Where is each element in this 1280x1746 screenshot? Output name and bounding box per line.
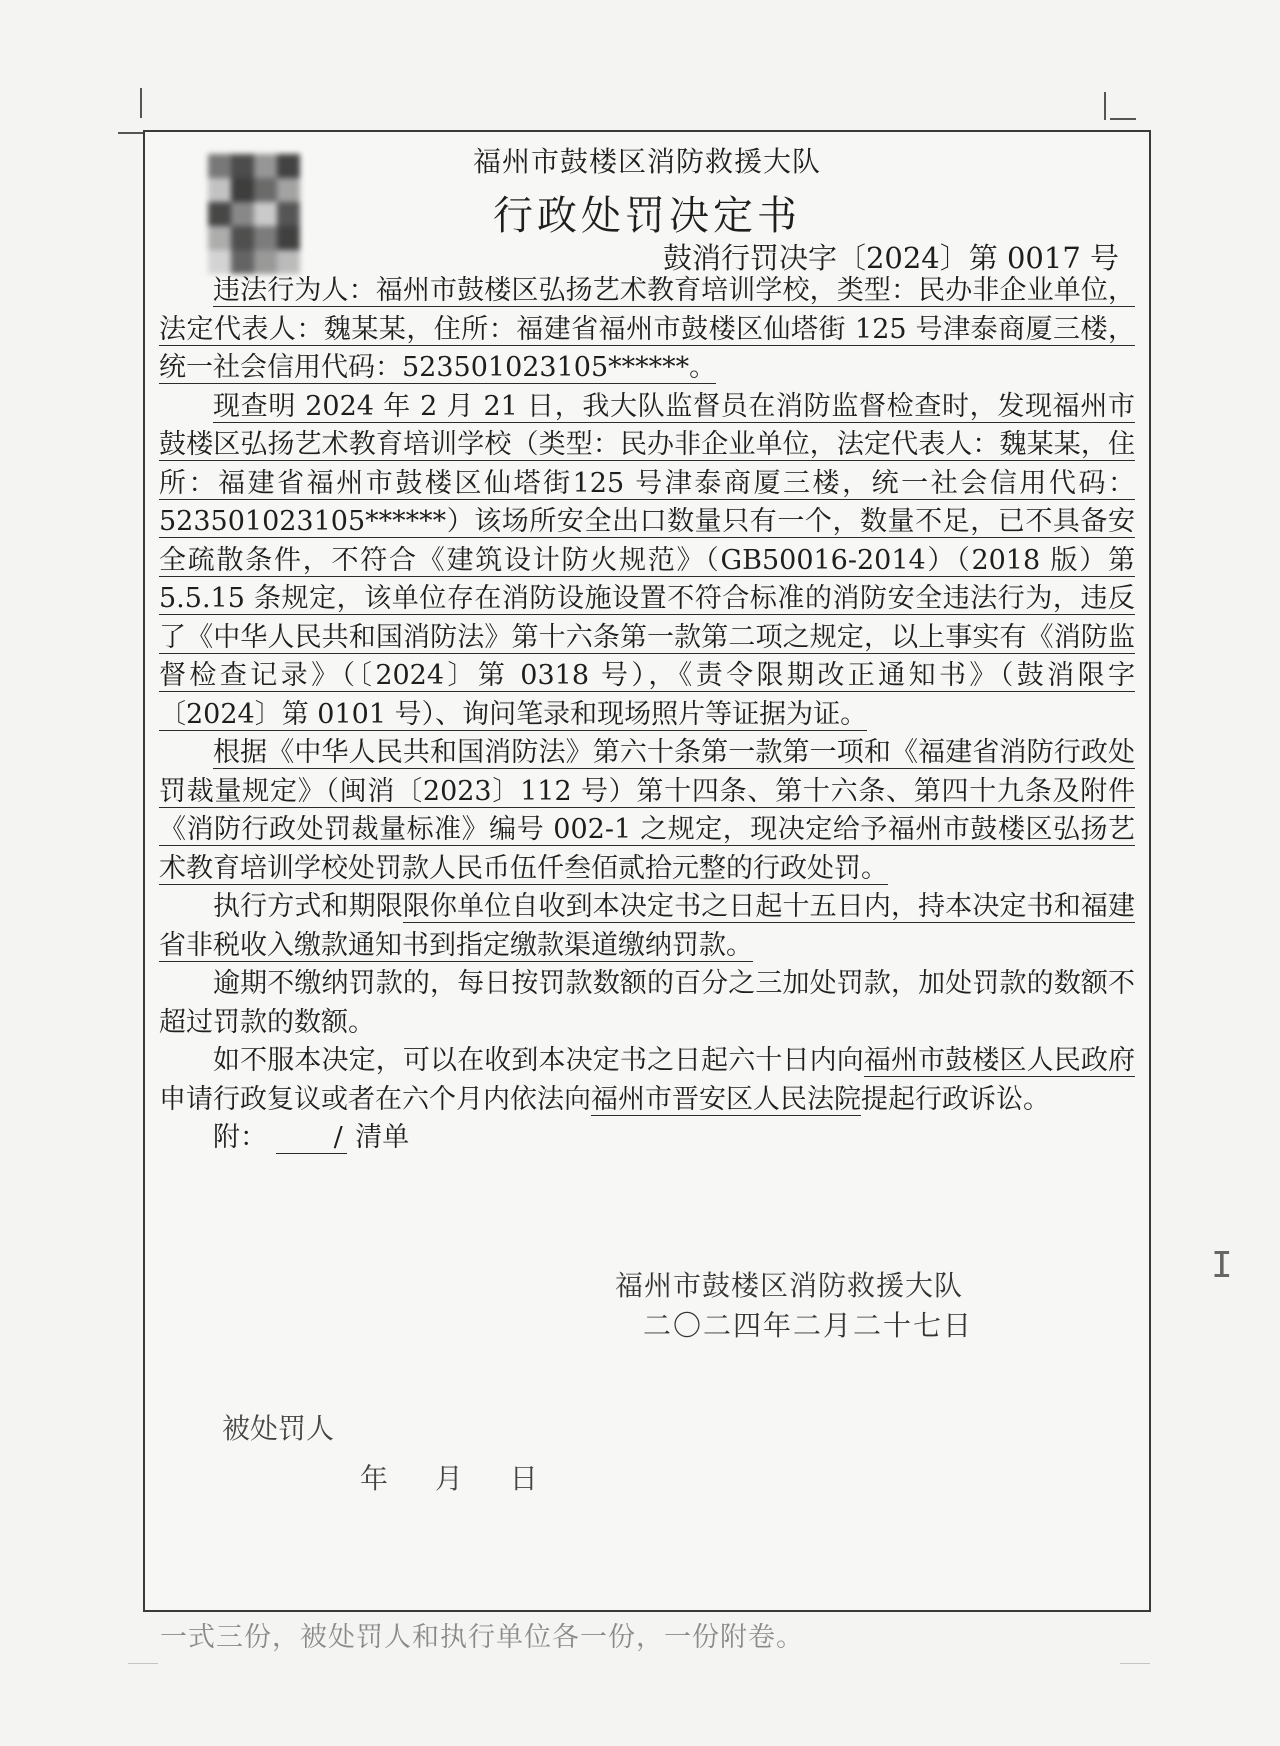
crop-mark-top-left xyxy=(140,88,142,118)
qr-cell xyxy=(231,250,254,274)
crop-mark-bottom-left xyxy=(128,1663,158,1664)
qr-cell xyxy=(277,250,300,274)
signature-organization: 福州市鼓楼区消防救援大队 xyxy=(615,1269,964,1302)
recipient-label: 被处罚人 xyxy=(222,1412,335,1445)
agency-title: 福州市鼓楼区消防救援大队 xyxy=(472,145,821,178)
qr-cell xyxy=(208,250,231,274)
attachment-line: 附： / 清单 xyxy=(213,1122,410,1153)
paragraph-late-penalty: 逾期不缴纳罚款的，每日按罚款数额的百分之三加处罚款，加处罚款的数额不超过罚款的数额。 xyxy=(159,968,1135,1038)
footer-note: 一式三份，被处罚人和执行单位各一份，一份附卷。 xyxy=(160,1622,804,1653)
crop-mark-top-right xyxy=(1104,92,1106,120)
paragraph-appeal: 如不服本决定，可以在收到本决定书之日起六十日内向福州市鼓楼区人民政府申请行政复议或者在六个月内依法向福州市晋安区人民法院提起行政诉讼。 xyxy=(159,1045,1136,1115)
crop-mark-top-left-h xyxy=(118,132,146,134)
crop-mark-top-right-h xyxy=(1110,118,1136,120)
text-cursor-icon: I xyxy=(1211,1245,1233,1286)
crop-mark-bottom-right xyxy=(1120,1663,1150,1664)
recipient-date: 年 月 日 xyxy=(360,1462,538,1495)
signature-date: 二〇二四年二月二十七日 xyxy=(643,1309,974,1342)
document-body xyxy=(159,272,1135,1158)
document-number: 鼓消行罚决字〔2024〕第 0017 号 xyxy=(662,241,1119,275)
paragraph-decision: 根据《中华人民共和国消防法》第六十条第一款第一项和《福建省消防行政处罚裁量规定》（闽消〔2023〕112 号）第十四条、第十六条、第四十九条及附件《消防行政处罚裁量标准》编号 002-1 之规定，现决定给予福州市鼓楼区弘扬艺术教育培训学校处罚款人民币伍仟叁佰贰拾元整的行政处罚。 xyxy=(159,737,1135,884)
attachment-blank: / xyxy=(276,1123,347,1154)
document-title: 行政处罚决定书 xyxy=(493,193,801,239)
paragraph-findings: 现查明 2024 年 2 月 21 日，我大队监督员在消防监督检查时，发现福州市鼓楼区弘扬艺术教育培训学校（类型：民办非企业单位，法定代表人：魏某某，住所：福建省福州市鼓楼区仙塔街125 号津泰商厦三楼，统一社会信用代码：523501023105******）该场所安全出口数量只有一个，数量不足，已不具备安全疏散条件，不符合《建筑设计防火规范》（GB50016-2014）（2018 版）第 5.5.15 条规定，该单位存在消防设施设置不符合标准的消防安全违法行为，违反了《中华人民共和国消防法》第十六条第一款第二项之规定，以上事实有《消防监督检查记录》（〔2024〕第 0318 号），《责令限期改正通知书》（鼓消限字〔2024〕第 0101 号）、询问笔录和现场照片等证据为证。 xyxy=(159,390,1135,730)
paragraph-offender: 违法行为人：福州市鼓楼区弘扬艺术教育培训学校，类型：民办非企业单位，法定代表人：魏某某，住所：福建省福州市鼓楼区仙塔街 125 号津泰商厦三楼，统一社会信用代码：523501023105******。 xyxy=(159,275,1135,383)
qr-cell xyxy=(254,250,277,274)
paragraph-execution: 执行方式和期限限你单位自收到本决定书之日起十五日内，持本决定书和福建省非税收入缴款通知书到指定缴款渠道缴纳罚款。 xyxy=(159,891,1136,961)
document-page xyxy=(143,130,1151,1612)
